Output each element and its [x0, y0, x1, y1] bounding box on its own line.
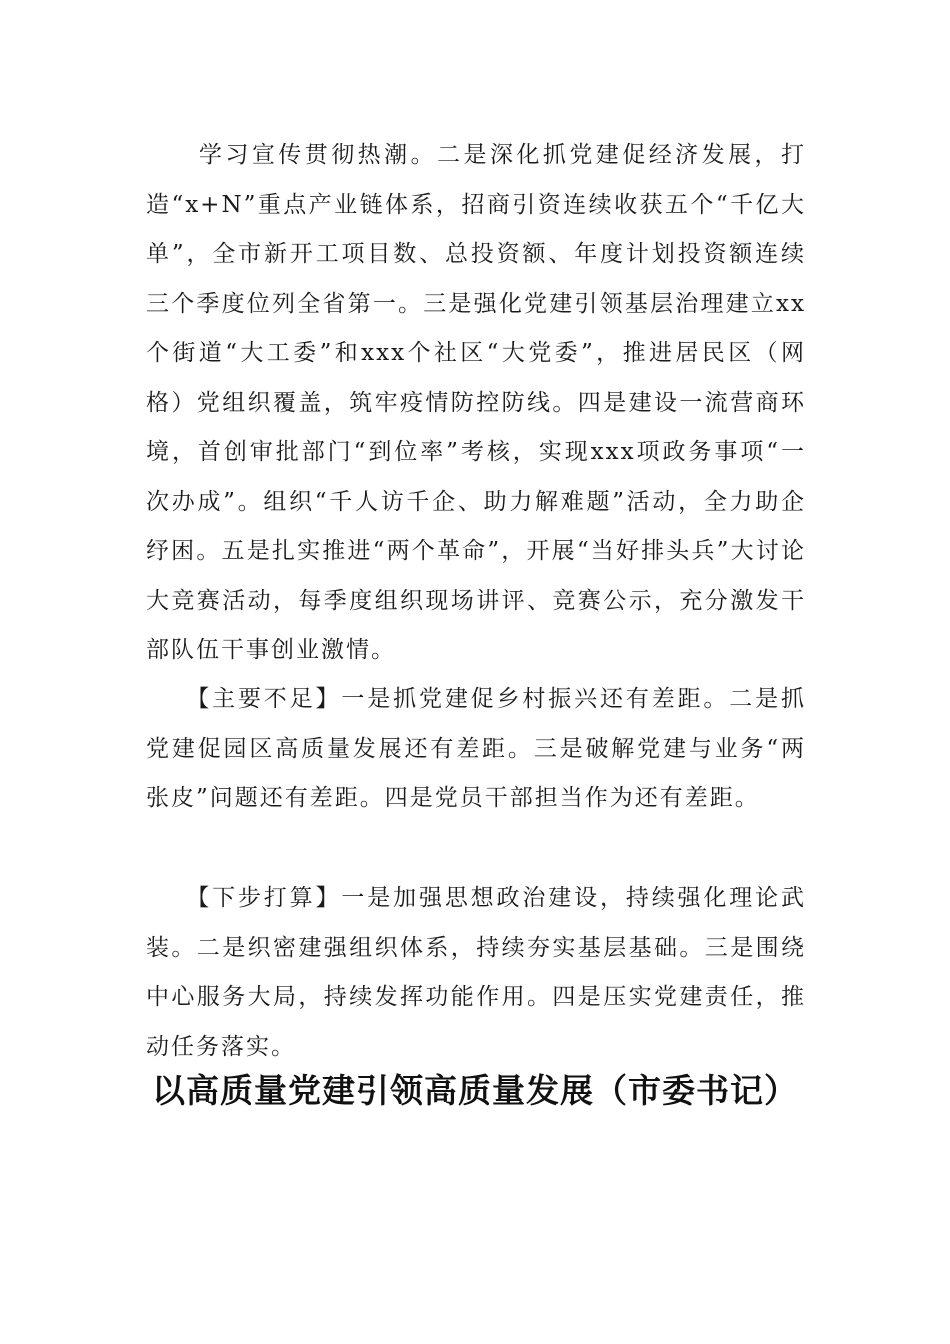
section-heading: 以高质量党建引领高质量发展（市委书记）: [152, 1071, 798, 1110]
paragraph-next-steps: 【下步打算】一是加强思想政治建设，持续强化理论武装。二是织密建强组织体系，持续夯实基层基础。三是围绕中心服务大局，持续发挥功能作用。四是压实党建责任，推动任务落实。: [146, 885, 806, 1060]
paragraph-achievements: 学习宣传贯彻热潮。二是深化抓党建促经济发展，打造“x+N”重点产业链体系，招商引资连续收获五个“千亿大单”，全市新开工项目数、总投资额、年度计划投资额连续三个季度位列全省第一。三是强化党建引领基层治理建立xx个街道“大工委”和xxx个社区“大党委”，推进居民区（网格）党组织覆盖，筑牢疫情防控防线。四是建设一流营商环境，首创审批部门“到位率”考核，实现xxx项政务事项“一次办成”。组织“千人访千企、助力解难题”活动，全力助企纾困。五是扎实推进“两个革命”，开展“当好排头兵”大讨论大竞赛活动，每季度组织现场讲评、竞赛公示，充分激发干部队伍干事创业激情。: [146, 142, 806, 663]
paragraph-shortcomings: 【主要不足】一是抓党建促乡村振兴还有差距。二是抓党建促园区高质量发展还有差距。三是破解党建与业务“两张皮”问题还有差距。四是党员干部担当作为还有差距。: [146, 686, 806, 811]
